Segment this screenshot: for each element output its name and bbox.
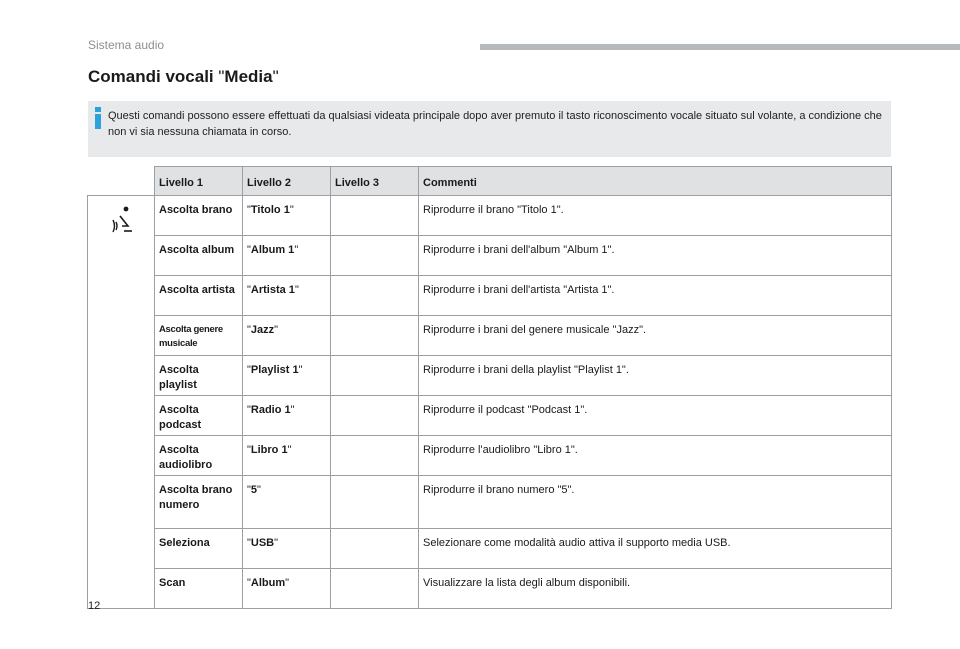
level-1-cell: Ascolta brano	[155, 196, 243, 236]
level-3-cell	[331, 196, 419, 236]
level-3-cell	[331, 316, 419, 356]
header-blank	[88, 167, 155, 196]
voice-commands-table	[87, 166, 892, 609]
table-row	[88, 236, 892, 276]
level-2-cell: "Album 1"	[243, 236, 331, 276]
info-note-text: Questi comandi possono essere effettuati da qualsiasi videata principale dopo aver premuto il tasto riconoscimento vocale situato sul volante, a condizione che non vi sia nessuna chiamata in corso.	[108, 110, 882, 138]
icon-cell	[88, 196, 155, 609]
level-2-cell: "5"	[243, 476, 331, 529]
level-1-cell: Ascolta genere musicale	[155, 316, 243, 356]
comment-cell: Visualizzare la lista degli album disponibili.	[419, 569, 892, 609]
level-2-cell: "Jazz"	[243, 316, 331, 356]
title-quote-close: "	[272, 67, 279, 86]
table-row	[88, 436, 892, 476]
level-2-value: Libro 1	[250, 444, 288, 456]
level-3-cell	[331, 236, 419, 276]
level-1-cell: Seleziona	[155, 529, 243, 569]
info-note	[88, 101, 891, 157]
level-2-cell: "Album"	[243, 569, 331, 609]
level-1-cell: Ascolta brano numero	[155, 476, 243, 529]
section-label: Sistema audio	[88, 38, 165, 52]
level-2-value: USB	[250, 537, 275, 549]
table-header-row	[88, 167, 892, 196]
level-2-cell: "Artista 1"	[243, 276, 331, 316]
level-3-cell	[331, 569, 419, 609]
table-row	[88, 356, 892, 396]
level-1-cell: Ascolta artista	[155, 276, 243, 316]
comment-cell: Riprodurre l'audiolibro "Libro 1".	[419, 436, 892, 476]
level-1-cell: Ascolta album	[155, 236, 243, 276]
comment-cell: Riprodurre il podcast "Podcast 1".	[419, 396, 892, 436]
table-row	[88, 276, 892, 316]
title-main: Comandi vocali	[88, 67, 219, 86]
header-rule	[480, 44, 960, 50]
comment-cell: Riprodurre il brano numero "5".	[419, 476, 892, 529]
level-3-cell	[331, 356, 419, 396]
level-2-value: Radio 1	[250, 404, 291, 416]
page-title	[88, 67, 279, 87]
level-2-value: Playlist 1	[250, 364, 299, 376]
voice-command-icon	[112, 206, 136, 236]
page-number: 12	[88, 600, 101, 612]
table-row	[88, 476, 892, 529]
info-icon	[94, 107, 103, 131]
level-3-cell	[331, 529, 419, 569]
header-level-3: Livello 3	[331, 167, 419, 196]
table-row	[88, 316, 892, 356]
level-2-value: Album	[250, 577, 286, 589]
comment-cell: Riprodurre i brani della playlist "Playlist 1".	[419, 356, 892, 396]
table-row	[88, 196, 892, 236]
comment-cell: Riprodurre i brani dell'artista "Artista 1".	[419, 276, 892, 316]
title-quote-open: "	[218, 67, 225, 86]
level-1-cell: Ascolta podcast	[155, 396, 243, 436]
level-2-value: 5	[250, 484, 258, 496]
comment-cell: Selezionare come modalità audio attiva il supporto media USB.	[419, 529, 892, 569]
level-2-cell: "Radio 1"	[243, 396, 331, 436]
level-3-cell	[331, 276, 419, 316]
level-2-cell: "USB"	[243, 529, 331, 569]
level-2-cell: "Playlist 1"	[243, 356, 331, 396]
level-2-cell: "Titolo 1"	[243, 196, 331, 236]
level-2-cell: "Libro 1"	[243, 436, 331, 476]
table-row	[88, 529, 892, 569]
level-3-cell	[331, 436, 419, 476]
comment-cell: Riprodurre i brani del genere musicale "Jazz".	[419, 316, 892, 356]
level-2-value: Artista 1	[250, 284, 295, 296]
level-3-cell	[331, 396, 419, 436]
level-2-value: Album 1	[250, 244, 295, 256]
header-comments: Commenti	[419, 167, 892, 196]
level-2-value: Titolo 1	[250, 204, 290, 216]
comment-cell: Riprodurre il brano "Titolo 1".	[419, 196, 892, 236]
comment-cell: Riprodurre i brani dell'album "Album 1".	[419, 236, 892, 276]
title-quoted: Media	[224, 67, 273, 86]
table-row	[88, 396, 892, 436]
header-level-1: Livello 1	[155, 167, 243, 196]
header-level-2: Livello 2	[243, 167, 331, 196]
level-1-cell: Scan	[155, 569, 243, 609]
level-1-cell: Ascolta playlist	[155, 356, 243, 396]
table-row	[88, 569, 892, 609]
level-1-cell: Ascolta audiolibro	[155, 436, 243, 476]
level-3-cell	[331, 476, 419, 529]
level-2-value: Jazz	[250, 324, 275, 336]
